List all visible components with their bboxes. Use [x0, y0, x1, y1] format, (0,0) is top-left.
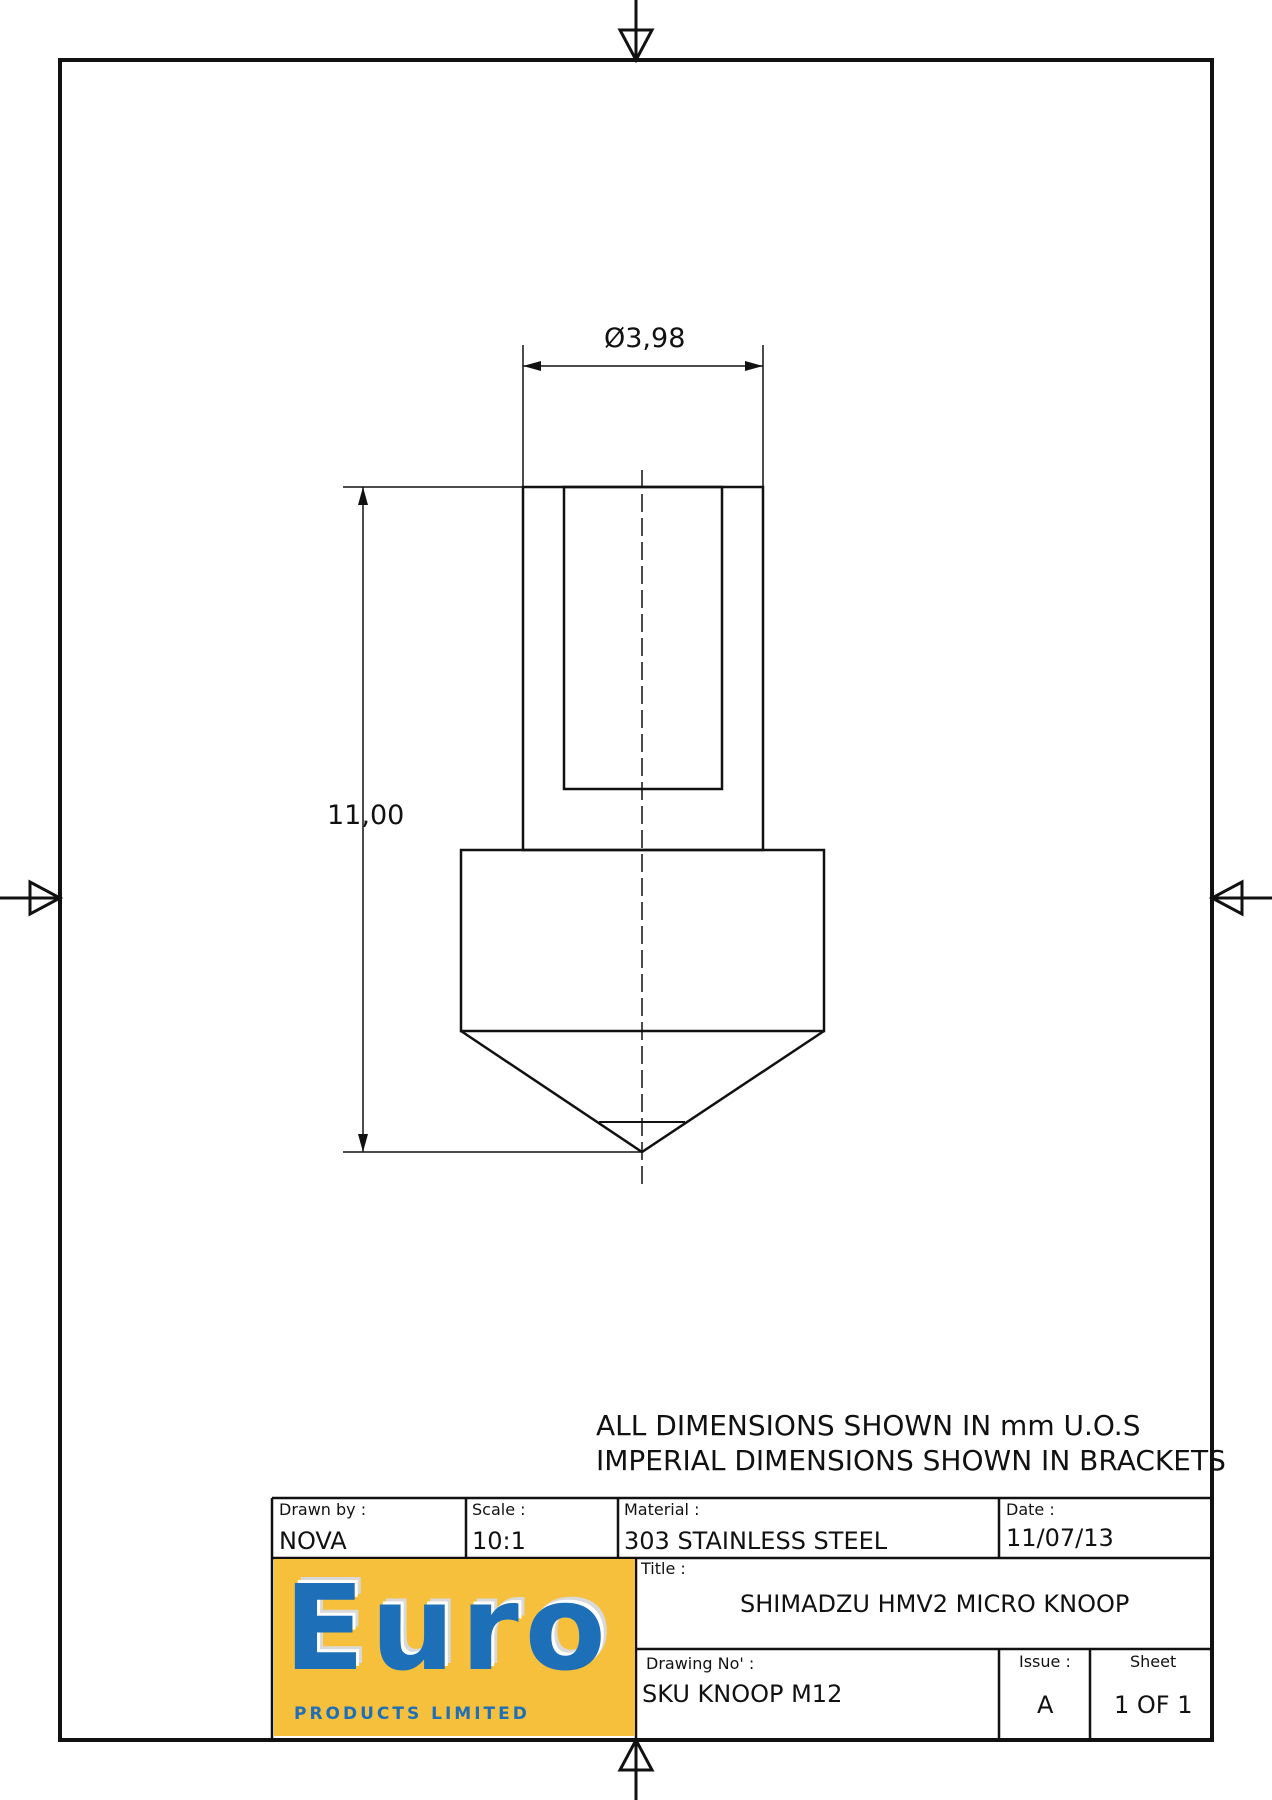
sheet-value: 1 OF 1: [1114, 1691, 1193, 1719]
drawn-by-label: Drawn by :: [279, 1500, 367, 1519]
date-label: Date :: [1006, 1500, 1055, 1519]
diameter-dimension: [523, 345, 763, 487]
company-logo: [274, 1559, 635, 1736]
date-value: 11/07/13: [1006, 1524, 1114, 1552]
scale-value: 10:1: [472, 1527, 526, 1555]
sheet-border: [60, 60, 1212, 1740]
diameter-dimension-label: Ø3,98: [604, 323, 686, 354]
drawn-by-value: NOVA: [279, 1527, 347, 1555]
logo-tagline: PRODUCTS LIMITED: [294, 1704, 530, 1724]
title-label: Title :: [641, 1559, 686, 1578]
units-note: ALL DIMENSIONS SHOWN IN mm U.O.S: [596, 1409, 1141, 1442]
material-value: 303 STAINLESS STEEL: [624, 1527, 888, 1555]
logo-wordmark: Euro: [284, 1559, 612, 1697]
sheet-label: Sheet: [1130, 1652, 1177, 1671]
drawing-no-value: SKU KNOOP M12: [642, 1680, 843, 1708]
drawing-title: SHIMADZU HMV2 MICRO KNOOP: [740, 1590, 1130, 1618]
issue-label: Issue :: [1019, 1652, 1071, 1671]
scale-label: Scale :: [472, 1500, 526, 1519]
drawing-no-label: Drawing No' :: [646, 1654, 755, 1673]
imperial-note: IMPERIAL DIMENSIONS SHOWN IN BRACKETS: [596, 1444, 1226, 1477]
height-dimension-label: 11,00: [327, 800, 405, 831]
material-label: Material :: [624, 1500, 700, 1519]
issue-value: A: [1037, 1691, 1054, 1719]
